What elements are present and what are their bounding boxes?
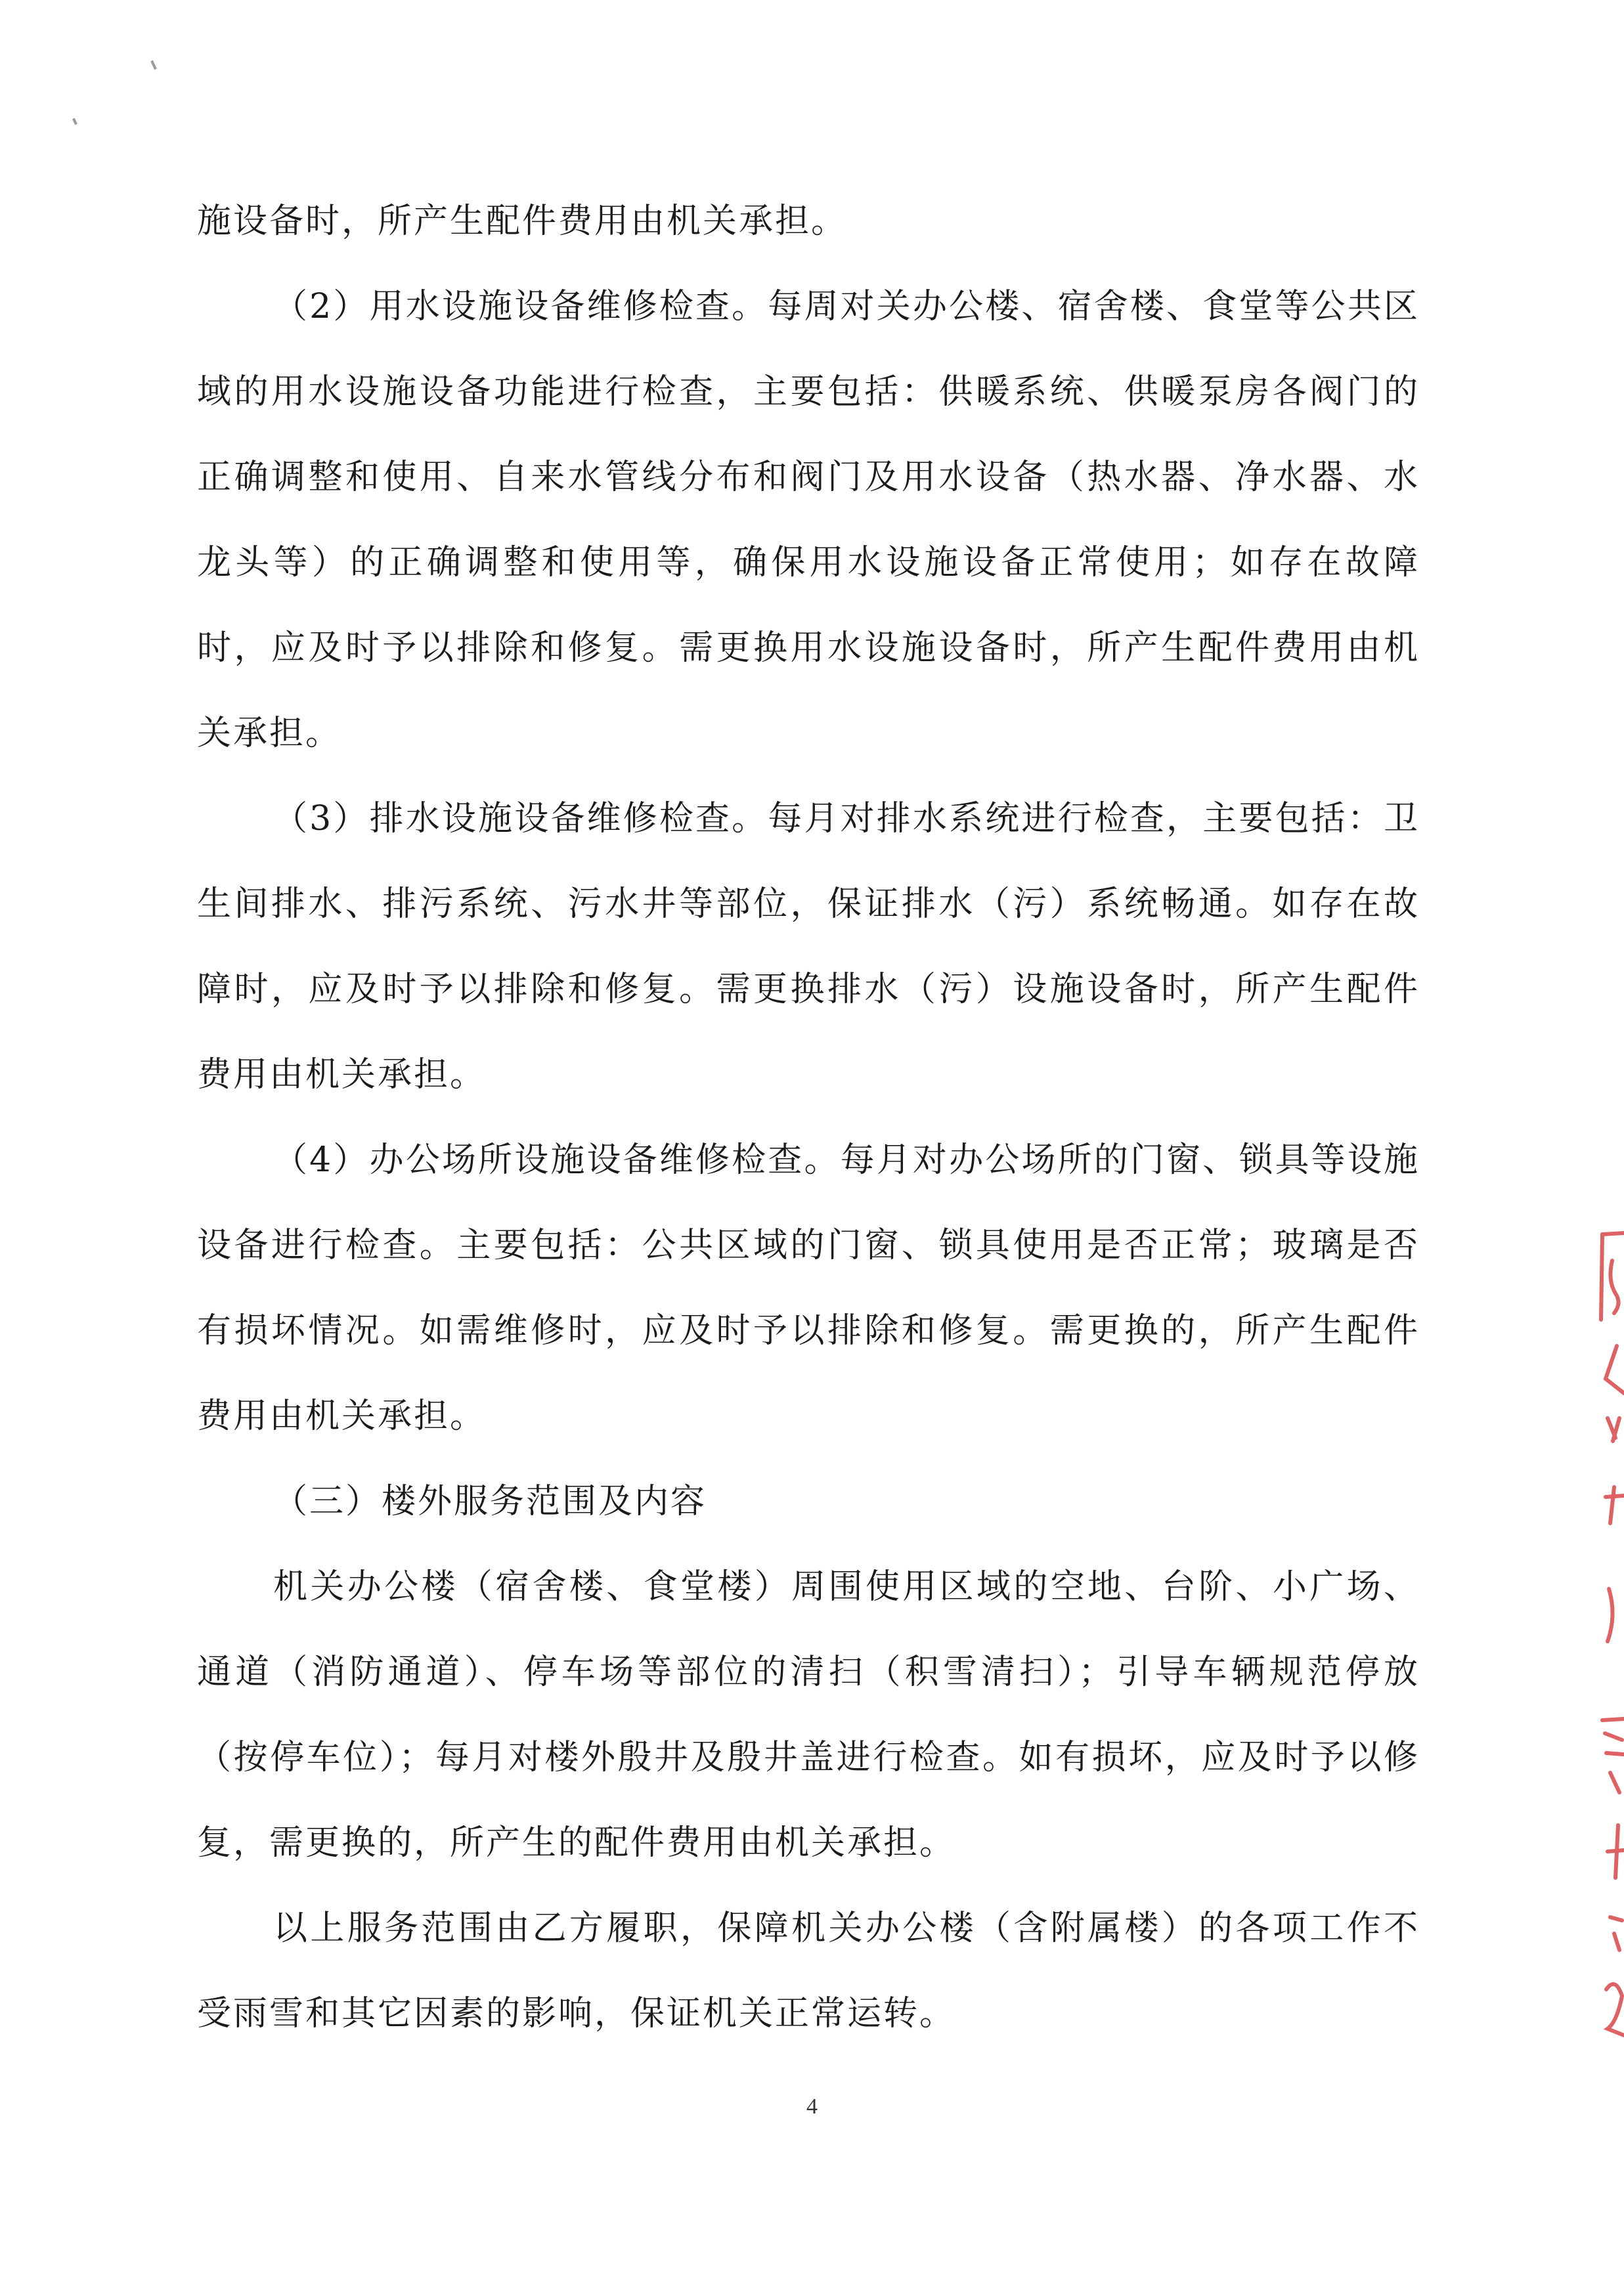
- paragraph-water-facilities: （2）用水设施设备维修检查。每周对关办公楼、宿舍楼、食堂等公共区域的用水设施设备功能进行检查，主要包括：供暖系统、供暖泵房各阀门的正确调整和使用、自来水管线分布和阀门及用水设备（热水器、净水器、水龙头等）的正确调整和使用等，确保用水设施设备正常使用；如存在故障时，应及时予以排除和修复。需更换用水设施设备时，所产生配件费用由机关承担。: [197, 287, 1420, 753]
- paragraph-summary: 以上服务范围由乙方履职，保障机关办公楼（含附属楼）的各项工作不受雨雪和其它因素的影响，保证机关正常运转。: [197, 1909, 1420, 2033]
- page-number: 4: [806, 2094, 818, 2119]
- scan-speck: [72, 118, 77, 125]
- scan-speck: [150, 60, 157, 70]
- paragraph-continuation: 施设备时，所产生配件费用由机关承担。: [197, 202, 848, 241]
- paragraph-office-facilities: （4）办公场所设施设备维修检查。每月对办公场所的门窗、锁具等设施设备进行检查。主要包括：公共区域的门窗、锁具使用是否正常；玻璃是否有损坏情况。如需维修时，应及时予以排除和修复。需更换的，所产生配件费用由机关承担。: [197, 1140, 1420, 1436]
- paragraph-outdoor-scope: 机关办公楼（宿舍楼、食堂楼）周围使用区域的空地、台阶、小广场、通道（消防通道）、停车场等部位的清扫（积雪清扫）；引导车辆规范停放（按停车位）；每月对楼外殷井及殷井盖进行检查。如有损坏，应及时予以修复，需更换的，所产生的配件费用由机关承担。: [197, 1567, 1420, 1863]
- section-heading-outdoor-services: （三）楼外服务范围及内容: [273, 1482, 707, 1521]
- document-body: [197, 179, 1420, 2056]
- paragraph-drainage-facilities: （3）排水设施设备维修检查。每月对排水系统进行检查，主要包括：卫生间排水、排污系统、污水井等部位，保证排水（污）系统畅通。如存在故障时，应及时予以排除和修复。需更换排水（污）设施设备时，所产生配件费用由机关承担。: [197, 799, 1420, 1094]
- seam-seal-stamp: [1576, 1221, 1624, 2081]
- seal-fragment-graphic: [1576, 1221, 1624, 2081]
